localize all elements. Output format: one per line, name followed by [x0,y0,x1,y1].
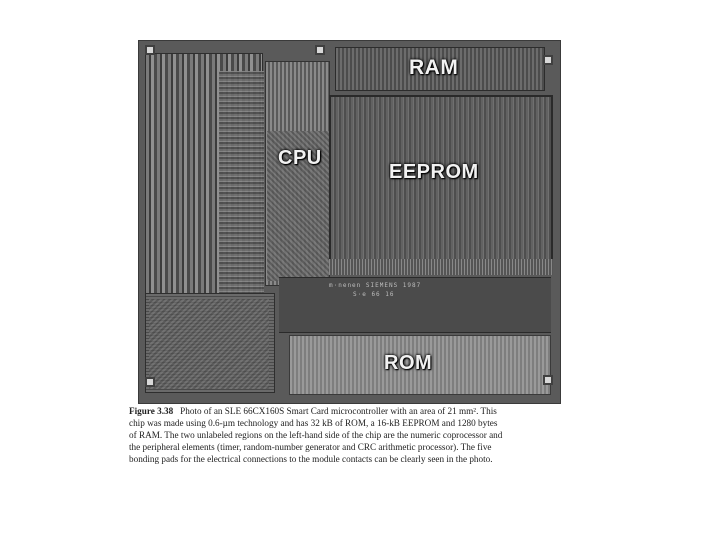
caption-line [129,405,574,417]
die-marking-line: m·nenen SIEMENS 1987 [329,282,422,289]
cpu-label: CPU [278,147,322,169]
ram-label: RAM [409,56,459,79]
figure-number: Figure 3.38 [129,406,174,416]
figure-caption [129,405,574,465]
rom-label: ROM [384,352,433,374]
caption-text: Photo of an SLE 66CX160S Smart Card microcontroller with an area of 21 mm². This [180,406,497,416]
bonding-pad [145,377,155,387]
caption-line: of RAM. The two unlabeled regions on the left-hand side of the chip are the numeric coprocessor and [129,430,503,440]
die-marking [329,281,479,299]
bottom-left-mesh [149,299,269,389]
bonding-pad [145,45,155,55]
caption-line: the peripheral elements (timer, random-number generator and CRC arithmetic processor). The five [129,442,492,452]
die-marking-line: S·e 66 16 [353,291,395,298]
caption-line: bonding pads for the electrical connections to the module contacts can be clearly seen in the photo. [129,454,493,464]
chip-die-photo [138,40,561,404]
peripheral-region [219,71,264,311]
bonding-pad [543,375,553,385]
bonding-pad [543,55,553,65]
eeprom-label: EEPROM [389,161,479,183]
bonding-pad [315,45,325,55]
caption-line: chip was made using 0.6-µm technology and has 32 kB of ROM, a 16-kB EEPROM and 1280 bytes [129,418,498,428]
eeprom-periphery [329,259,553,275]
